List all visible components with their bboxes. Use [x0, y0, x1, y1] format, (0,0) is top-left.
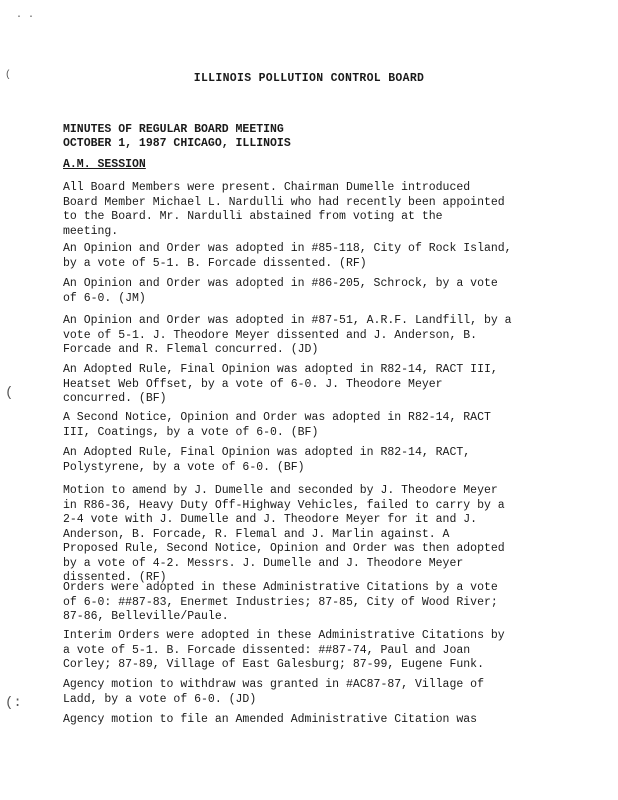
paragraph: An Adopted Rule, Final Opinion was adopted in R82-14, RACT, Polystyrene, by a vote of 6-0. (BF) [63, 446, 471, 474]
scan-mark: ( [5, 70, 12, 81]
paragraph: An Opinion and Order was adopted in #86-205, Schrock, by a vote of 6-0. (JM) [63, 277, 498, 305]
paragraph: All Board Members were present. Chairman Dumelle introduced Board Member Michael L. Nardulli who had recently been appointed to the Board. Mr. Nardulli abstained from voting at the meeting. [63, 181, 505, 238]
scan-mark: (: [5, 695, 22, 711]
paragraph: Interim Orders were adopted in these Administrative Citations by a vote of 5-1. B. Forcade dissented: ##87-74, Paul and Joan Corley; 87-89, Village of East Galesburg; 87-99, Eugene Funk. [63, 629, 505, 671]
paragraph: An Opinion and Order was adopted in #85-118, City of Rock Island, by a vote of 5-1. B. Forcade dissented. (RF) [63, 242, 512, 270]
scan-mark: · · [16, 12, 35, 23]
scan-mark: ( [5, 385, 14, 401]
paragraph: A Second Notice, Opinion and Order was adopted in R82-14, RACT III, Coatings, by a vote of 6-0. (BF) [63, 411, 491, 439]
paragraph: An Opinion and Order was adopted in #87-51, A.R.F. Landfill, by a vote of 5-1. J. Theodore Meyer dissented and J. Anderson, B. Forcade and R. Flemal concurred. (JD) [63, 314, 512, 356]
paragraph: Orders were adopted in these Administrative Citations by a vote of 6-0: ##87-83, Enermet Industries; 87-85, City of Wood River; 87-86, Belleville/Paule. [63, 581, 498, 623]
paragraph: An Adopted Rule, Final Opinion was adopted in R82-14, RACT III, Heatset Web Offset, by a vote of 6-0. J. Theodore Meyer concurred. (BF) [63, 363, 498, 405]
session-heading: A.M. SESSION [63, 158, 146, 171]
meeting-title: MINUTES OF REGULAR BOARD MEETING [63, 123, 284, 136]
paragraph: Agency motion to file an Amended Administrative Citation was [63, 713, 478, 726]
meeting-date-location: OCTOBER 1, 1987 CHICAGO, ILLINOIS [63, 137, 291, 150]
page-title: ILLINOIS POLLUTION CONTROL BOARD [193, 72, 425, 85]
paragraph: Motion to amend by J. Dumelle and seconded by J. Theodore Meyer in R86-36, Heavy Duty Off-Highway Vehicles, failed to carry by a 2-4 vote with J. Dumelle and J. Theodore Meyer for it and J. Anderson, B. Forcade, R. Flemal and J. Marlin against. A Proposed Rule, Second Notice, Opinion and Order was then adopted by a vote of 4-2. Messrs. J. Dumelle and J. Theodore Meyer dissented. (RF) [63, 484, 505, 584]
paragraph: Agency motion to withdraw was granted in #AC87-87, Village of Ladd, by a vote of 6-0. (JD) [63, 678, 484, 706]
